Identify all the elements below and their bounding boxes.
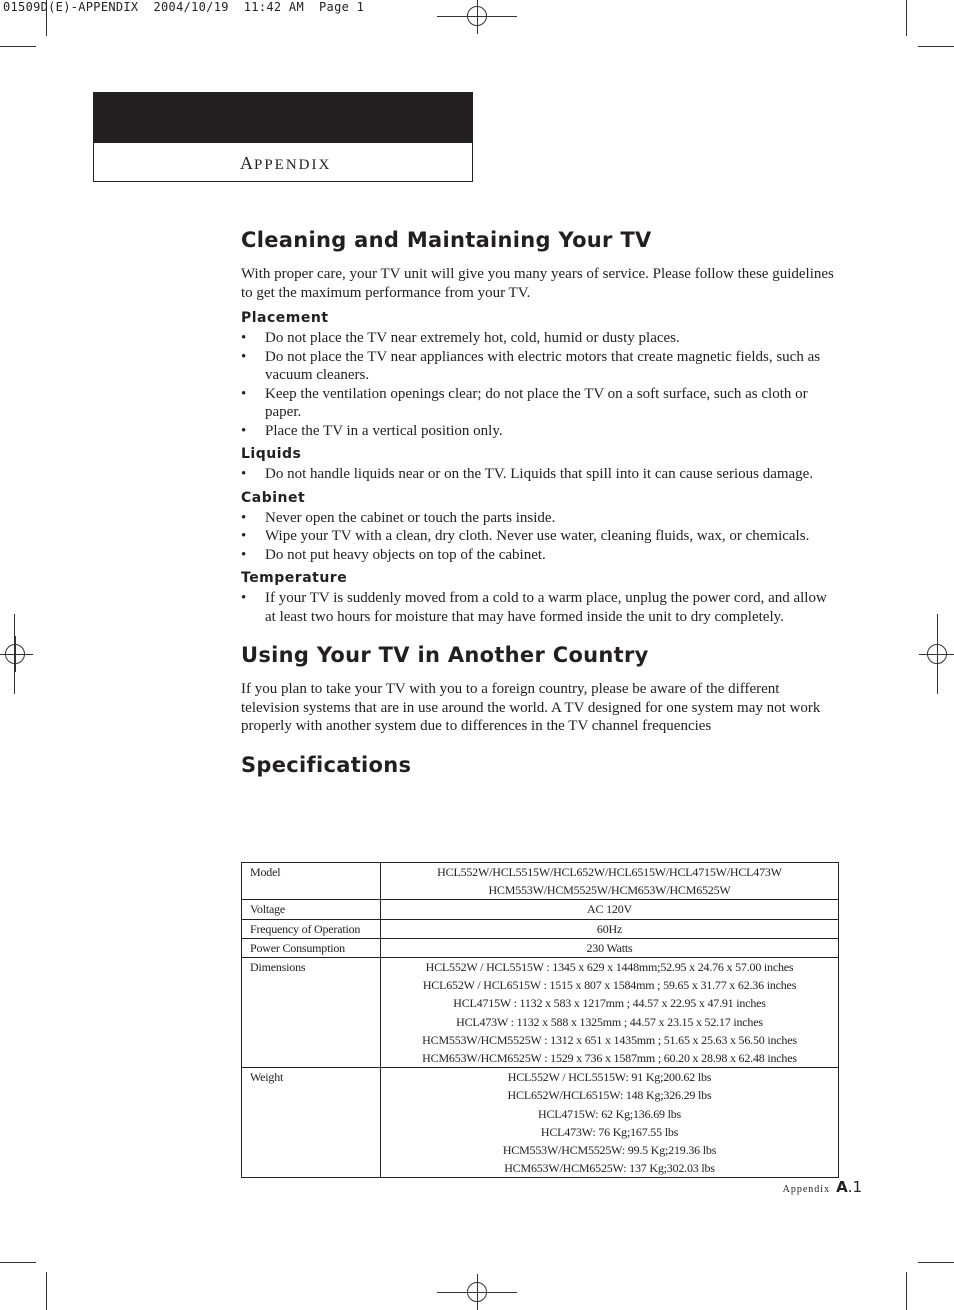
registration-mark-icon — [0, 636, 33, 672]
spec-label: Voltage — [242, 900, 381, 919]
table-row — [242, 919, 839, 938]
spec-value: HCL552W/HCL5515W/HCL652W/HCL6515W/HCL4715W/HCL473W — [437, 865, 782, 879]
list-item — [241, 509, 839, 528]
spec-value: HCM553W/HCM5525W : 1312 x 651 x 1435mm ; 51.65 x 25.63 x 56.50 inches — [422, 1032, 797, 1047]
spec-value: HCL473W : 1132 x 588 x 1325mm ; 44.57 x 23.15 x 52.17 inches — [456, 1014, 763, 1029]
registration-mark-icon — [459, 1274, 495, 1310]
section-heading: Placement — [241, 310, 329, 326]
bullet-icon: • — [241, 422, 247, 439]
spec-label: Power Consumption — [242, 938, 381, 957]
header-label-cap: A — [240, 153, 254, 173]
spec-label: Model — [242, 863, 381, 900]
footer-section: Appendix — [782, 1184, 831, 1195]
crop-mark — [918, 1262, 954, 1263]
spec-value: HCM653W/HCM6525W : 1529 x 736 x 1587mm ; 60.20 x 28.98 x 62.48 inches — [422, 1051, 797, 1066]
spec-value: HCL4715W: 62 Kg;136.69 lbs — [537, 1106, 682, 1121]
spec-value: HCL652W / HCL6515W : 1515 x 807 x 1584mm ; 59.65 x 31.77 x 62.36 inches — [422, 978, 797, 993]
spec-value-cell — [381, 938, 839, 957]
cleaning-intro: With proper care, your TV unit will give you many years of service. Please follow these guidelines to get the maximum performance from your TV. — [241, 266, 834, 301]
spec-value-cell — [381, 958, 839, 1068]
crop-mark — [0, 1262, 36, 1263]
crop-mark — [46, 1272, 47, 1310]
list-item — [241, 465, 839, 484]
cleaning-sections — [241, 310, 839, 626]
spec-value-cell — [381, 919, 839, 938]
cleaning-title: Cleaning and Maintaining Your TV — [241, 228, 652, 252]
header-label-rest: PPENDIX — [254, 157, 332, 173]
registration-mark-icon — [459, 0, 495, 34]
list-item-text: Never open the cabinet or touch the parts inside. — [265, 509, 556, 526]
spec-value: HCL4715W : 1132 x 583 x 1217mm ; 44.57 x 22.95 x 47.91 inches — [453, 996, 766, 1011]
list-item — [241, 589, 839, 626]
list-item — [241, 329, 839, 348]
bullet-icon: • — [241, 509, 247, 526]
spec-label: Dimensions — [242, 958, 381, 1068]
spec-value: 60Hz — [596, 921, 623, 936]
print-slug: 01509D(E)-APPENDIX 2004/10/19 11:42 AM Page 1 — [3, 0, 365, 14]
table-row — [242, 863, 839, 900]
specifications-table — [241, 862, 839, 1178]
bullet-list — [241, 329, 839, 440]
list-item-text: Wipe your TV with a clean, dry cloth. Never use water, cleaning fluids, wax, or chemicals. — [265, 528, 810, 544]
spec-value: 230 Watts — [586, 940, 633, 955]
spec-value: HCL473W: 76 Kg;167.55 lbs — [540, 1124, 679, 1139]
bullet-icon: • — [241, 528, 247, 544]
bullet-icon: • — [241, 590, 247, 606]
bullet-icon: • — [241, 348, 247, 365]
crop-mark — [906, 0, 907, 36]
spec-value: AC 120V — [587, 902, 632, 917]
header-label — [240, 153, 331, 174]
list-item — [241, 385, 839, 422]
spec-value-cell — [381, 863, 839, 900]
spec-value: HCL652W/HCL6515W: 148 Kg;326.29 lbs — [507, 1088, 712, 1103]
header-black-bar — [94, 93, 472, 143]
bullet-list — [241, 465, 839, 484]
section-heading: Liquids — [241, 446, 302, 462]
spec-value-cell — [381, 900, 839, 919]
list-item-text: Keep the ventilation openings clear; do not place the TV on a soft surface, such as cloth or paper. — [265, 385, 808, 420]
spec-value: HCM553W/HCM5525W: 99.5 Kg;219.36 lbs — [502, 1143, 717, 1158]
list-item-text: Do not handle liquids near or on the TV. Liquids that spill into it can cause serious damage. — [265, 466, 814, 482]
spec-value: HCL552W / HCL5515W: 91 Kg;200.62 lbs — [507, 1070, 712, 1085]
list-item — [241, 422, 839, 441]
list-item-text: Do not place the TV near appliances with electric motors that create magnetic fields, such as vacuum cleaners. — [265, 348, 821, 383]
registration-mark-icon — [919, 636, 954, 672]
spec-label: Frequency of Operation — [242, 919, 381, 938]
spec-label: Weight — [242, 1068, 381, 1178]
crop-mark — [0, 46, 36, 47]
list-item-text: Do not put heavy objects on top of the cabinet. — [265, 546, 546, 563]
bullet-list — [241, 509, 839, 565]
spec-value-cell — [381, 1068, 839, 1178]
section-heading: Cabinet — [241, 489, 306, 506]
page-footer — [783, 1178, 862, 1196]
list-item — [241, 527, 839, 546]
list-item-text: Place the TV in a vertical position only. — [265, 422, 503, 439]
another-country-body: If you plan to take your TV with you to a foreign country, please be aware of the different television systems that are in use around the world. A TV designed for one system may not work properly with another system due to differences in the TV channel frequencies — [241, 681, 821, 734]
bullet-list — [241, 589, 839, 626]
crop-mark — [918, 46, 954, 47]
footer-page-suffix: .1 — [847, 1178, 862, 1196]
bullet-icon: • — [241, 546, 247, 563]
bullet-icon: • — [241, 466, 247, 482]
crop-mark — [906, 1272, 907, 1310]
spec-value: HCL552W / HCL5515W : 1345 x 629 x 1448mm;52.95 x 24.76 x 57.00 inches — [425, 960, 794, 975]
table-row — [242, 938, 839, 957]
table-row — [242, 900, 839, 919]
list-item-text: Do not place the TV near extremely hot, cold, humid or dusty places. — [265, 330, 680, 346]
list-item — [241, 546, 839, 565]
list-item — [241, 348, 839, 385]
bullet-icon: • — [241, 330, 247, 346]
appendix-header — [93, 92, 473, 182]
table-row — [242, 1068, 839, 1178]
main-content — [241, 228, 839, 777]
another-country-title: Using Your TV in Another Country — [241, 643, 649, 667]
spec-value: HCM653W/HCM6525W: 137 Kg;302.03 lbs — [504, 1161, 715, 1176]
spec-value: HCM553W/HCM5525W/HCM653W/HCM6525W — [488, 883, 731, 898]
specifications-title: Specifications — [241, 752, 412, 777]
list-item-text: If your TV is suddenly moved from a cold to a warm place, unplug the power cord, and allow at least two hours for moisture that may have formed inside the unit to dry completely. — [265, 590, 827, 625]
section-heading: Temperature — [241, 570, 348, 586]
footer-page-prefix: A — [836, 1178, 848, 1196]
bullet-icon: • — [241, 385, 247, 402]
table-row — [242, 958, 839, 1068]
